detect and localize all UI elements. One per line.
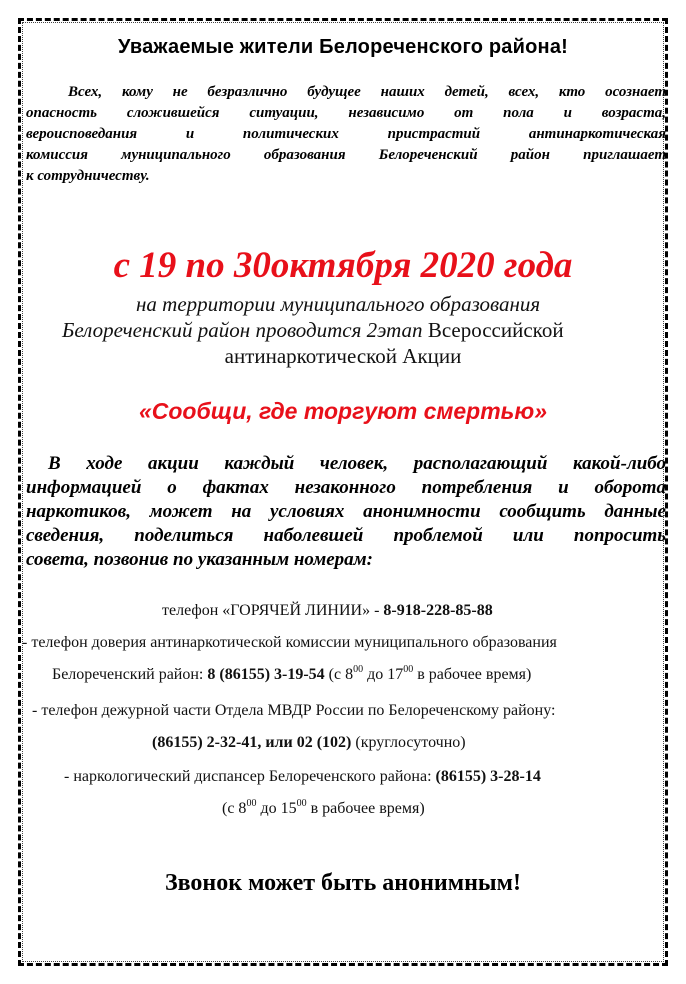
trust-prefix: Белореченский район: [52, 666, 208, 683]
territory-line-2-regular: Всероссийской [422, 318, 564, 342]
narco-contact [64, 768, 541, 786]
description-line: информацией о фактах незаконного потребления и оборота [26, 477, 666, 498]
event-dates: с 19 по 30октября 2020 года [113, 245, 573, 286]
description-line: совета, позвонив по указанным номерам: [26, 549, 373, 570]
hotline-contact [162, 602, 493, 620]
duty-number-row [152, 734, 466, 752]
narco-hours [222, 800, 425, 818]
trust-hours-sup: 00 [353, 664, 364, 675]
duty-suffix: (круглосуточно) [351, 734, 466, 751]
intro-line: к сотрудничеству. [26, 168, 150, 184]
trust-line-number-row [52, 666, 531, 684]
trust-line-contact: - телефон доверия антинаркотической комиссии муниципального образования [22, 634, 557, 651]
page-title: Уважаемые жители Белореченского района! [118, 36, 568, 58]
trust-hours-text: до 17 [363, 666, 404, 683]
narco-hours-text: (с 8 [222, 800, 247, 817]
narco-hours-sup: 00 [246, 798, 257, 809]
intro-paragraph [26, 82, 666, 187]
duty-number: (86155) 2-32-41, или 02 (102) [152, 734, 352, 751]
campaign-slogan: «Сообщи, где торгуют смертью» [138, 398, 548, 424]
closing-statement: Звонок может быть анонимным! [164, 870, 522, 896]
intro-line: Всех, кому не безразлично будущее наших детей, всех, кто осознает [68, 84, 666, 100]
territory-line-1: на территории муниципального образования [136, 292, 541, 316]
narco-label: - наркологический диспансер Белореченского района: [64, 768, 436, 785]
narco-hours-text: в рабочее время) [306, 800, 425, 817]
trust-hours-text: в рабочее время) [413, 666, 532, 683]
territory-line-3: антинаркотической Акции [224, 344, 462, 368]
description-line: В ходе акции каждый человек, располагающий какой-либо [48, 453, 666, 474]
description-line: наркотиков, может на условиях анонимности сообщить данные [26, 501, 666, 522]
intro-line: комиссия муниципального образования Белореченский район приглашает [26, 147, 666, 163]
trust-hours-text: (с 8 [324, 666, 354, 683]
duty-contact: - телефон дежурной части Отдела МВДР России по Белореченскому району: [32, 702, 556, 719]
territory-line-2 [62, 318, 564, 343]
hotline-number: 8-918-228-85-88 [383, 602, 493, 619]
trust-number: 8 (86155) 3-19-54 [207, 666, 325, 683]
hotline-label: телефон «ГОРЯЧЕЙ ЛИНИИ» - [162, 602, 384, 619]
intro-line: опасность сложившейся ситуации, независимо от пола и возраста, [26, 105, 666, 121]
narco-hours-sup: 00 [296, 798, 307, 809]
description-line: сведения, поделиться наболевшей проблемой или попросить [26, 525, 666, 546]
narco-hours-text: до 15 [256, 800, 297, 817]
territory-line-2-italic: Белореченский район проводится 2этап [62, 318, 423, 342]
narco-number: (86155) 3-28-14 [435, 768, 541, 785]
intro-line: вероисповедания и политических пристрастий антинаркотическая [26, 126, 666, 142]
campaign-description [26, 452, 666, 572]
trust-hours-sup: 00 [403, 664, 414, 675]
